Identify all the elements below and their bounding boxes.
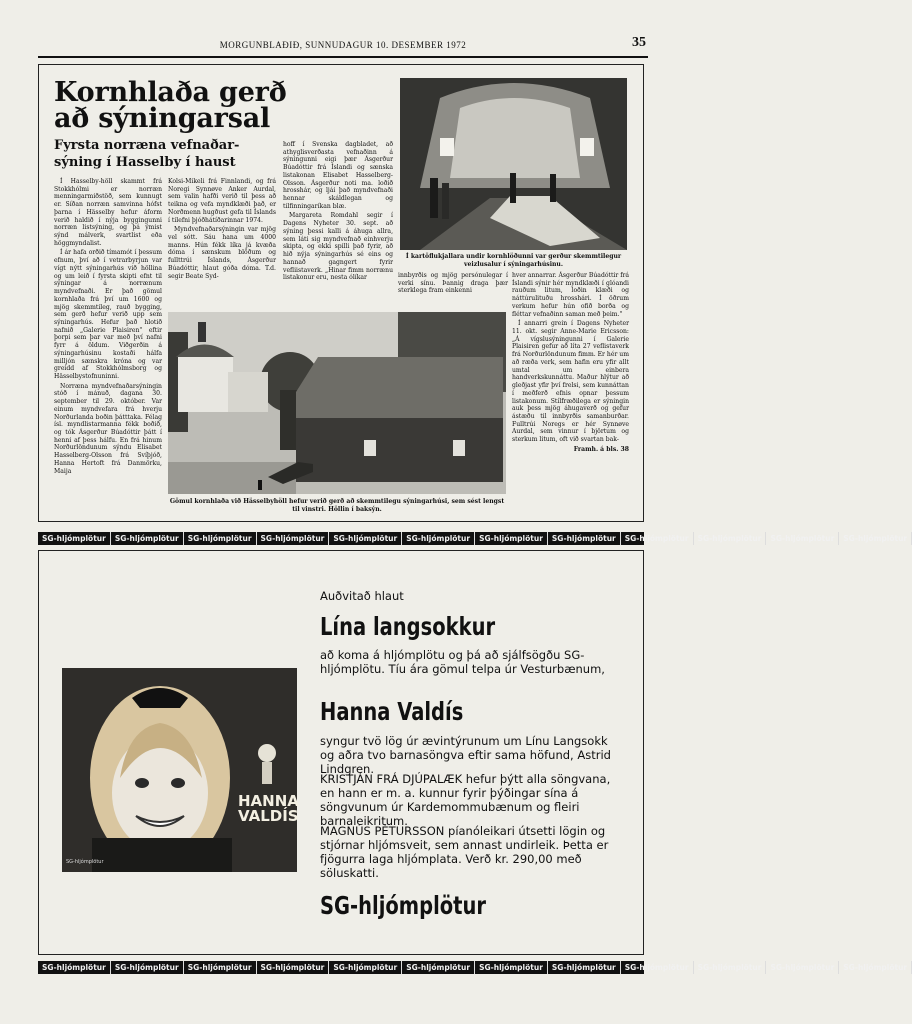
ad-body-3: KRISTJÁN FRÁ DJÚPALÆK hefur þýtt alla söngvana, en hann er m. a. kunnur fyrir þýðingar sína á söngvunum úr Kardemommubænum og fleiri barnaleikritum. xyxy=(320,772,611,828)
ad-title-hanna: Hanna Valdís xyxy=(320,697,464,726)
sg-strip-item: SG-hljómplötur xyxy=(548,532,621,545)
ad-body-4: MAGNÚS PÉTURSSON píanóleikari útsetti lögin og stjórnar hljómsveit, sem annast undirleik. Þetta er fjögurra laga hljómplata. Verð kr. 290,00 með söluskatti. xyxy=(320,824,609,880)
photo-cellar-hall xyxy=(400,78,627,250)
paragraph: hver annarrar. Ásgerður Búadóttir frá Íslandi sýnir hér myndklæði í glóandi rauðum litum, loðin klæði og náttúrulituðu hrosshári. Í öðrum verkum hefur hún ofið borða og fléttar vefnaðinn saman með þeim." xyxy=(512,272,630,318)
paragraph: Kolsi-Mikeli frá Finnlandi, og frá Noregi Synnøve Anker Aurdal, sem valin hafði verið til þess að teikna og vefa myndklæði það, er Norðmenn hugðust gefa til Íslands í tilefni þjóðhátíðarinnar 1974. xyxy=(168,178,276,224)
sg-strip-item: SG-hljómplötur xyxy=(475,532,548,545)
article-column-2 xyxy=(168,178,276,310)
sg-strip-item: SG-hljómplötur xyxy=(329,532,402,545)
paragraph: hoff í Svenska dagbladet, að athyglisverðasta vefnaðinn á sýningunni eigi þær Ásgerður Búadóttir frá Íslandi og sænska listakonan Elisabet Hasselberg-Olsson. Ásgerður noti ma. loðið hrosshár, og ljái það myndvefnaði hennar skáldlegan og tilfinningaríkan blæ. xyxy=(283,141,393,210)
paragraph: innbyrðis og mjög persónulegar í verki sínu. Þannig draga þær sterklega fram einkenni xyxy=(398,272,508,295)
sg-strip-item: SG-hljómplötur xyxy=(111,532,184,545)
sg-strip-item: SG-hljómplötur xyxy=(111,961,184,974)
sg-strip-top xyxy=(38,532,908,545)
headline-line-2: að sýningarsal xyxy=(54,103,271,134)
granary-illustration xyxy=(168,312,506,494)
sg-strip-item: SG-hljómplötur xyxy=(621,532,694,545)
article-column-4 xyxy=(398,272,508,308)
cover-title xyxy=(238,792,299,825)
sg-strip-item: SG-hljómplötur xyxy=(475,961,548,974)
sg-strip-item: SG-hljómplötur xyxy=(839,961,912,974)
page-header xyxy=(38,34,648,58)
page-number: 35 xyxy=(632,35,646,50)
sg-strip-item: SG-hljómplötur xyxy=(766,961,839,974)
cellar-hall-illustration xyxy=(400,78,627,250)
sg-strip-item: SG-hljómplötur xyxy=(548,961,621,974)
paragraph: Margareta Romdahl segir í Dagens Nyheter 30. sept. að sýning þessi kalli á áhuga allra, sem láti sig myndvefnað einhverju skipta, og ekki spilli það fyrir, að hið nýja sýningarhús sé eins og hannað gagngert fyrir vefliistaverk. „Hinar fimm norrænu listakonur eru, nesta ólíkar xyxy=(283,212,393,282)
ad-intro: Auðvitað hlaut xyxy=(320,589,404,603)
sg-strip-item: SG-hljómplötur xyxy=(257,532,330,545)
sg-strip-item: SG-hljómplötur xyxy=(184,532,257,545)
paragraph: Í annarri grein í Dagens Nyheter 11. okt. segir Anne-Marie Ericsson: „Á vígslusýningunni í Galerie Plaisiren gefur að líta 27 veflistaverk frá Norðurlöndunum fimm. Er hér um að ræða verk, sem hafin eru yfir allt umtal um einbera handverkskunnáttu. Maður hlýtur að gleðjast yfir því frelsi, sem kunnáttan í meðferð efnis opnar þessum listakonum. Stílfræðilega er sýningin auk þess mjög áhugaverð og gefur ástæðu til innbyrðis samanburðar. Fulltrúi Noregs er hér Synnøve Aurdal, sem vinnur í björtum og sterkum litum, oft við svartan bak- xyxy=(512,320,629,444)
sg-strip-item: SG-hljómplötur xyxy=(839,532,912,545)
subheadline: Fyrsta norræna vefnaðar-sýning í Hasselby í haust xyxy=(54,138,240,170)
sg-strip-item: SG-hljómplötur xyxy=(38,961,111,974)
paragraph: Í Hasselby-höll skammt frá Stokkhólmi er norræn menningarmiðstöð, sem kunnugt er. Síðan norræn samvinna hófst þarna í Hässelby hefur áform verið haldið í nýja byggingunni norræn listsýning, og þá ýmist sýnd málverk, svartlist eða höggmyndalist. xyxy=(54,178,162,247)
sg-strip-item: SG-hljómplötur xyxy=(694,961,767,974)
sg-strip-item: SG-hljómplötur xyxy=(402,961,475,974)
record-cover xyxy=(62,668,297,872)
sg-strip-item: SG-hljómplötur xyxy=(621,961,694,974)
headline xyxy=(54,77,364,134)
sg-strip-item: SG-hljómplötur xyxy=(329,961,402,974)
photo-granary xyxy=(168,312,506,494)
ad-title-lina: Lína langsokkur xyxy=(320,612,496,641)
headline-line-1: Kornhlaða gerð xyxy=(54,77,287,108)
ad-body-1: að koma á hljómplötu og þá að sjálfsögðu SG-hljómplötu. Tíu ára gömul telpa úr Vesturbænum, xyxy=(320,648,605,676)
sg-strip-item: SG-hljómplötur xyxy=(694,532,767,545)
cover-label: SG-hljómplötur xyxy=(66,859,104,865)
sg-strip-item: SG-hljómplötur xyxy=(257,961,330,974)
article-column-3 xyxy=(283,141,393,309)
paragraph: Myndvefnaðarsýningin var mjög vel sótt. Sáu hana um 4000 manns. Hún fékk líka já kvæða dóma í sænskum blöðum og fullttrúi Íslands, Ásgerður Búadóttir, hlaut góða dóma. T.d. segir Beate Syd- xyxy=(168,226,276,280)
sg-strip-bottom xyxy=(38,961,908,974)
sg-strip-item: SG-hljómplötur xyxy=(184,961,257,974)
ad-brand: SG-hljómplötur xyxy=(320,891,486,920)
girl-portrait-illustration xyxy=(62,668,297,872)
caption-bottom-photo: Gömul kornhlaða við Hässelbyhöll hefur verið gerð að skemmtilegu sýningarhúsi, sem sést lengst til vinstri. Höllin í baksýn. xyxy=(169,498,505,513)
sg-strip-item: SG-hljómplötur xyxy=(402,532,475,545)
paragraph: Í ár hafa orðið tímamót í þessum efnum, því að í vetrarbyrjun var vígt nýtt sýningarhús við höllina og um leið í fyrsta skipti efnt til sýningar á norrænum myndvefnaði. Er það gömul kornhlaða frá því um 1600 og mjög skemmtileg, rauð bygging, sem gerð hefur verið upp sem sýningarhús. Hefur það hlotið nafnið „Galerie Plaisiren" eftir þorpi sem þar var með því nafni fyrr á öldum. Viðgerðin á sýningarhúsinu kostaði hálfa milljón sænskra króna og var greidd af Stokkhólmsborg og Hässelbystofnuninni. xyxy=(54,249,162,380)
paragraph: Norræna myndvefnaðarsýningin stóð í mánuð, dagana 30. september til 29. október. Var einum myndvefara frá hverju Norðurlanda boðin þátttaka. Félag ísl. myndlistarmanna fékk boðið, og tók Ásgerður Búadóttir þátt í henni af þess hálfu. En frá hinum Norðurlöndunum sýndu Elisabet Hasselberg-Olsson frá Svíþjóð, Hanna Hertoft frá Danmörku, Maija xyxy=(54,382,162,475)
ad-body-2: syngur tvö lög úr ævintýrunum um Línu Langsokk og aðra tvo barnasöngva eftir sama höfund, Astrid Lindgren. xyxy=(320,734,611,776)
caption-top-photo: Í kartöflukjallara undir kornhlöðunni var gerður skemmtilegur veizlusalur í sýningarhúsinu. xyxy=(405,253,622,268)
masthead-date: MORGUNBLAÐIÐ, SUNNUDAGUR 10. DESEMBER 1972 xyxy=(219,40,467,50)
sg-strip-item: SG-hljómplötur xyxy=(38,532,111,545)
cover-title-line-2: VALDÍS xyxy=(238,807,299,825)
article-column-5 xyxy=(512,272,629,508)
sg-strip-item: SG-hljómplötur xyxy=(766,532,839,545)
cover-title-line-1: HANNA xyxy=(238,792,299,810)
article-column-1 xyxy=(54,178,162,508)
continuation-note: Framh. á bls. 38 xyxy=(573,445,629,453)
